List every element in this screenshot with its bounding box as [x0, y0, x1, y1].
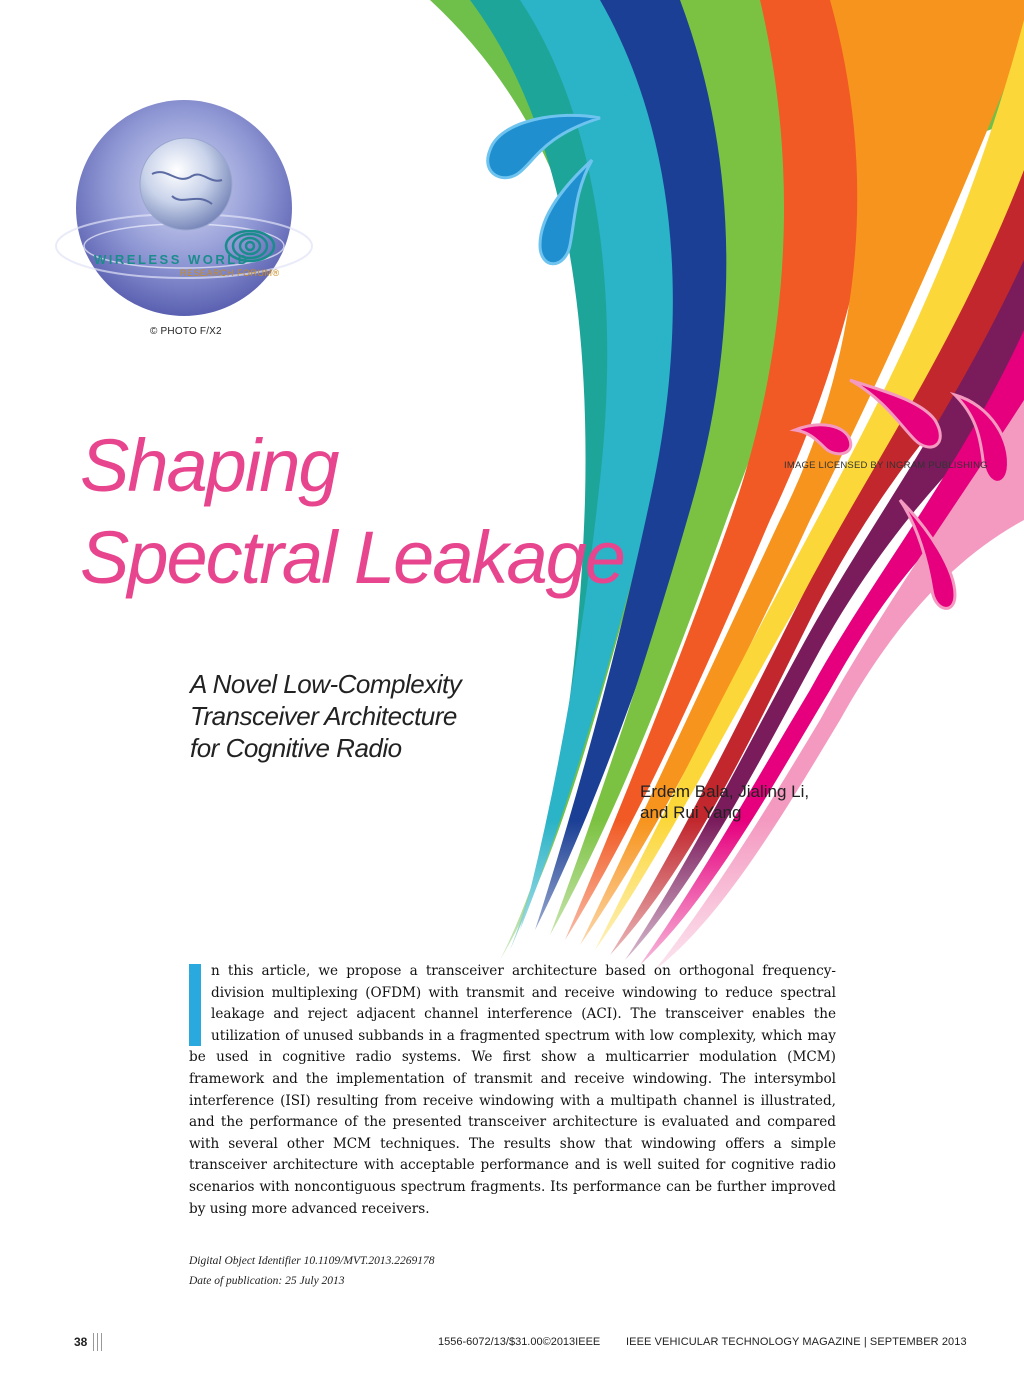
- photo-credit: © PHOTO F/X2: [150, 326, 222, 337]
- subtitle-line-3: for Cognitive Radio: [190, 733, 402, 763]
- divider-bars-icon: [92, 1333, 104, 1351]
- publication-date: Date of publication: 25 July 2013: [189, 1275, 345, 1287]
- publication-metadata: [189, 1251, 435, 1291]
- abstract-text: n this article, we propose a transceiver architecture based on orthogonal frequency-division multiplexing (OFDM) with transmit and receive windowing to reduce spectral leakage and reject adjacent channel interference (ACI). The transceiver enables the utilization of unused subbands in a fragmented spectrum with low complexity, which may be used in cognitive radio systems. We first show a multicarrier modulation (MCM) framework and the implementation of transmit and receive windowing. The intersymbol interference (ISI) resulting from receive windowing with a multipath channel is illustrated, and the performance of the presented transceiver architecture is evaluated and compared with several other MCM techniques. The results show that windowing offers a simple transceiver architecture with acceptable performance and is well suited for cognitive radio scenarios with noncontiguous spectrum fragments. Its performance can be further improved by using more advanced receivers.: [189, 963, 836, 1217]
- subtitle-line-1: A Novel Low-Complexity: [190, 669, 462, 699]
- logo-text-line1: WIRELESS WORLD: [94, 252, 250, 267]
- drop-cap-initial: I: [189, 964, 201, 1046]
- doi-identifier: Digital Object Identifier 10.1109/MVT.2013.2269178: [189, 1255, 435, 1267]
- issn-copyright: 1556-6072/13/$31.00©2013IEEE: [438, 1336, 601, 1348]
- page-footer: [0, 1333, 1024, 1353]
- article-title: [80, 420, 624, 604]
- authors-line-2: and Rui Yang: [640, 803, 742, 822]
- title-line-2: Spectral Leakage: [80, 516, 624, 599]
- author-list: [640, 781, 809, 823]
- page-number: 38: [74, 1335, 88, 1349]
- subtitle-line-2: Transceiver Architecture: [190, 701, 457, 731]
- journal-name-date: IEEE VEHICULAR TECHNOLOGY MAGAZINE | SEPTEMBER 2013: [626, 1336, 967, 1348]
- wwrf-logo: [52, 96, 332, 336]
- authors-line-1: Erdem Bala, Jialing Li,: [640, 782, 810, 801]
- globe-icon: [140, 138, 232, 230]
- title-line-1: Shaping: [80, 424, 338, 507]
- logo-text-line2: RESEARCH FORUM®: [180, 268, 280, 278]
- article-subtitle: [190, 668, 461, 764]
- abstract-paragraph: [189, 961, 836, 1220]
- image-credit: IMAGE LICENSED BY INGRAM PUBLISHING: [784, 460, 988, 471]
